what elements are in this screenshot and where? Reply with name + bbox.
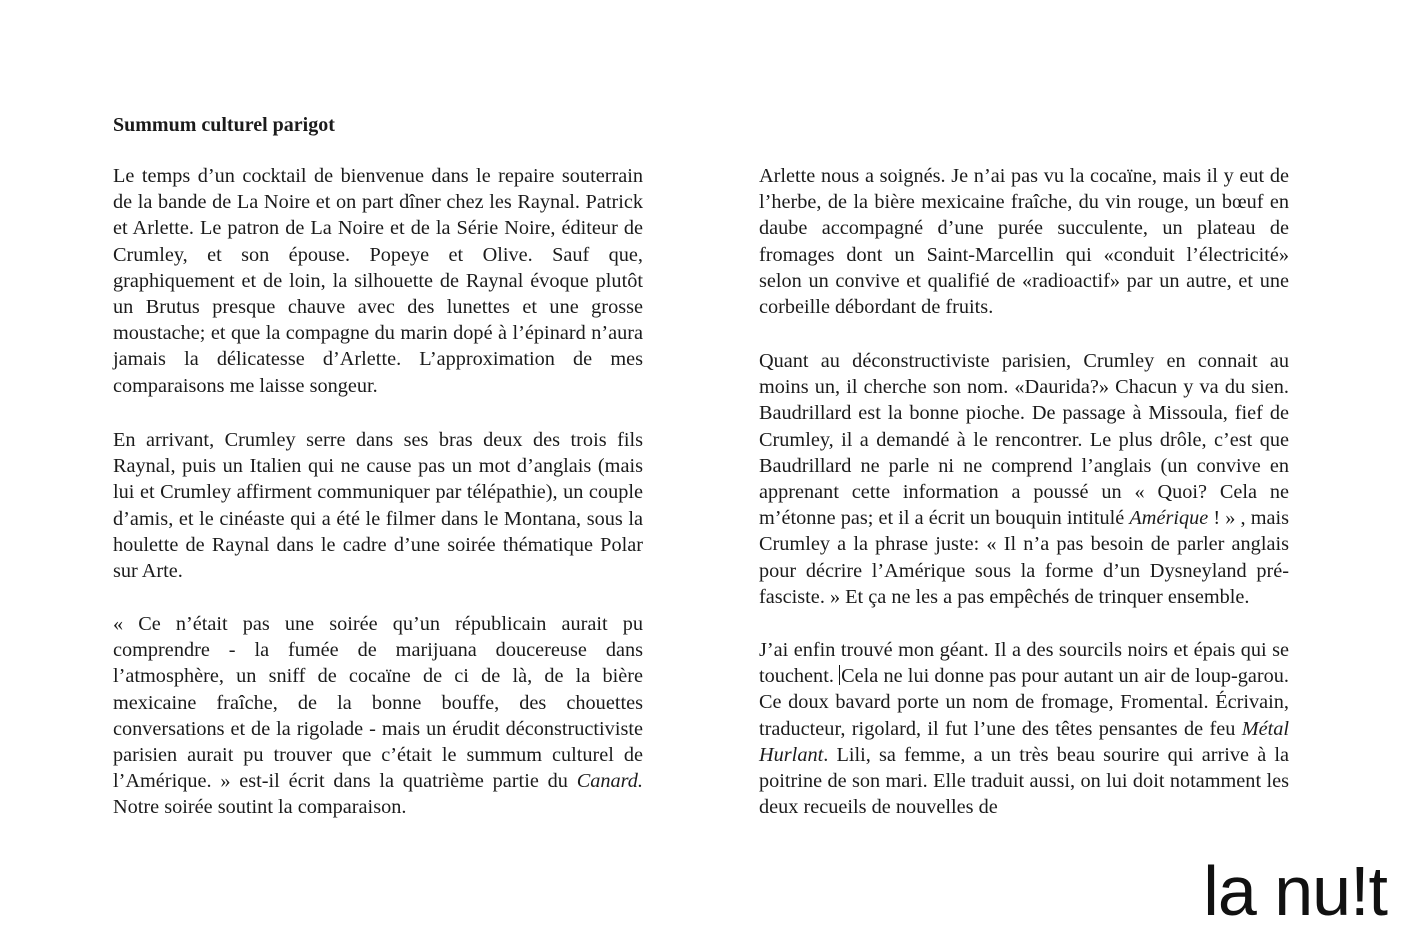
italic-title: Canard. bbox=[576, 770, 643, 793]
italic-title: Amérique bbox=[1129, 507, 1209, 530]
paragraph-3 bbox=[113, 611, 643, 821]
paragraph-text: Arlette nous a soignés. Je n’ai pas vu la cocaïne, mais il y eut de l’herbe, de la bière mexicaine fraîche, du vin rouge, un bœuf en daube accompagné d’une purée succulente, un plateau de fromages dont un Saint-Marcellin qui «conduit l’électricité» selon un convive et qualifié de «radioactif» par un autre, et une corbeille débordant de fruits. bbox=[759, 165, 1289, 319]
quote-text: « Ce n’était pas une soirée qu’un républicain aurait pu comprendre - la fumée de marijuana doucereuse dans l’atmosphère, un sniff de cocaïne de ci de là, de la bière mexicaine fraîche, de la bonne bouffe, des chouettes conversations et de la rigolade - mais un érudit déconstructiviste parisien aurait pu trouver que c’était le summum culturel de l’Amérique. » est-il écrit dans la quatrième partie du bbox=[113, 613, 643, 793]
text-segment: J’ai enfin trouvé mon géant. Il a des sourcils noirs et épais qui se touchent. bbox=[759, 639, 1289, 688]
paragraph-4 bbox=[759, 163, 1289, 320]
brand-logo: la nu!t bbox=[1203, 852, 1387, 930]
paragraph-text bbox=[759, 348, 1289, 610]
paragraph-1 bbox=[113, 163, 643, 399]
paragraph-text bbox=[113, 611, 643, 821]
italic-title: Métal Hurlant bbox=[759, 717, 1289, 766]
text-segment: Quant au déconstructiviste parisien, Crumley en connait au moins un, il cherche son nom. «Daurida?» Chacun y va du sien. Baudrillard est la bonne pioche. De passage à Missoula, fief de Crumley, il a demandé à le rencontrer. Le plus drôle, c’est que Baudrillard ne parle ni ne comprend l’anglais (un convive en apprenant cette information a poussé un « Quoi? Cela ne m’étonne pas; et il a écrit un bouquin intitulé bbox=[759, 350, 1289, 530]
text-segment-end: . Lili, sa femme, a un très beau sourire qui arrive à la poitrine de son mari. Elle traduit aussi, on lui doit notamment les deux recueils de nouvelles de bbox=[759, 743, 1289, 819]
paragraph-6 bbox=[759, 637, 1289, 820]
quote-text-end: Notre soirée soutint la comparaison. bbox=[113, 796, 407, 819]
paragraph-text[interactable] bbox=[759, 637, 1289, 820]
paragraph-text: Le temps d’un cocktail de bienvenue dans le repaire souterrain de la bande de La Noire et on part dîner chez les Raynal. Patrick et Arlette. Le patron de La Noire et de la Série Noire, éditeur de Crumley, et son épouse. Popeye et Olive. Sauf que, graphiquement et de loin, la silhouette de Raynal évoque plutôt un Brutus presque chauve avec des lunettes et une grosse moustache; et que la compagne du marin dopé à l’épinard n’aura jamais la délicatesse d’Arlette. L’approximation de mes comparaisons me laisse songeur. bbox=[113, 165, 643, 397]
section-title: Summum culturel parigot bbox=[113, 114, 335, 136]
paragraph-text: En arrivant, Crumley serre dans ses bras deux des trois fils Raynal, puis un Italien qui ne cause pas un mot d’anglais (mais lui et Crumley affirment communiquer par télépathie), un couple d’amis, et le cinéaste qui a été le filmer dans le Montana, sous la houlette de Raynal dans le cadre d’une soirée thématique Polar sur Arte. bbox=[113, 429, 643, 583]
text-segment-end: ! » , mais Crumley a la phrase juste: « Il n’a pas besoin de parler anglais pour décrire l’Amérique sous la forme d’un Dysneyland pré-fasciste. » Et ça ne les a pas empêchés de trinquer ensemble. bbox=[759, 507, 1289, 608]
paragraph-5 bbox=[759, 348, 1289, 610]
text-cursor bbox=[839, 665, 840, 685]
text-segment-mid: Cela ne lui donne pas pour autant un air de loup-garou. Ce doux bavard porte un nom de fromage, Fromental. Écrivain, traducteur, rigolard, il fut l’une des têtes pensantes de feu bbox=[759, 665, 1289, 740]
paragraph-2 bbox=[113, 427, 643, 584]
